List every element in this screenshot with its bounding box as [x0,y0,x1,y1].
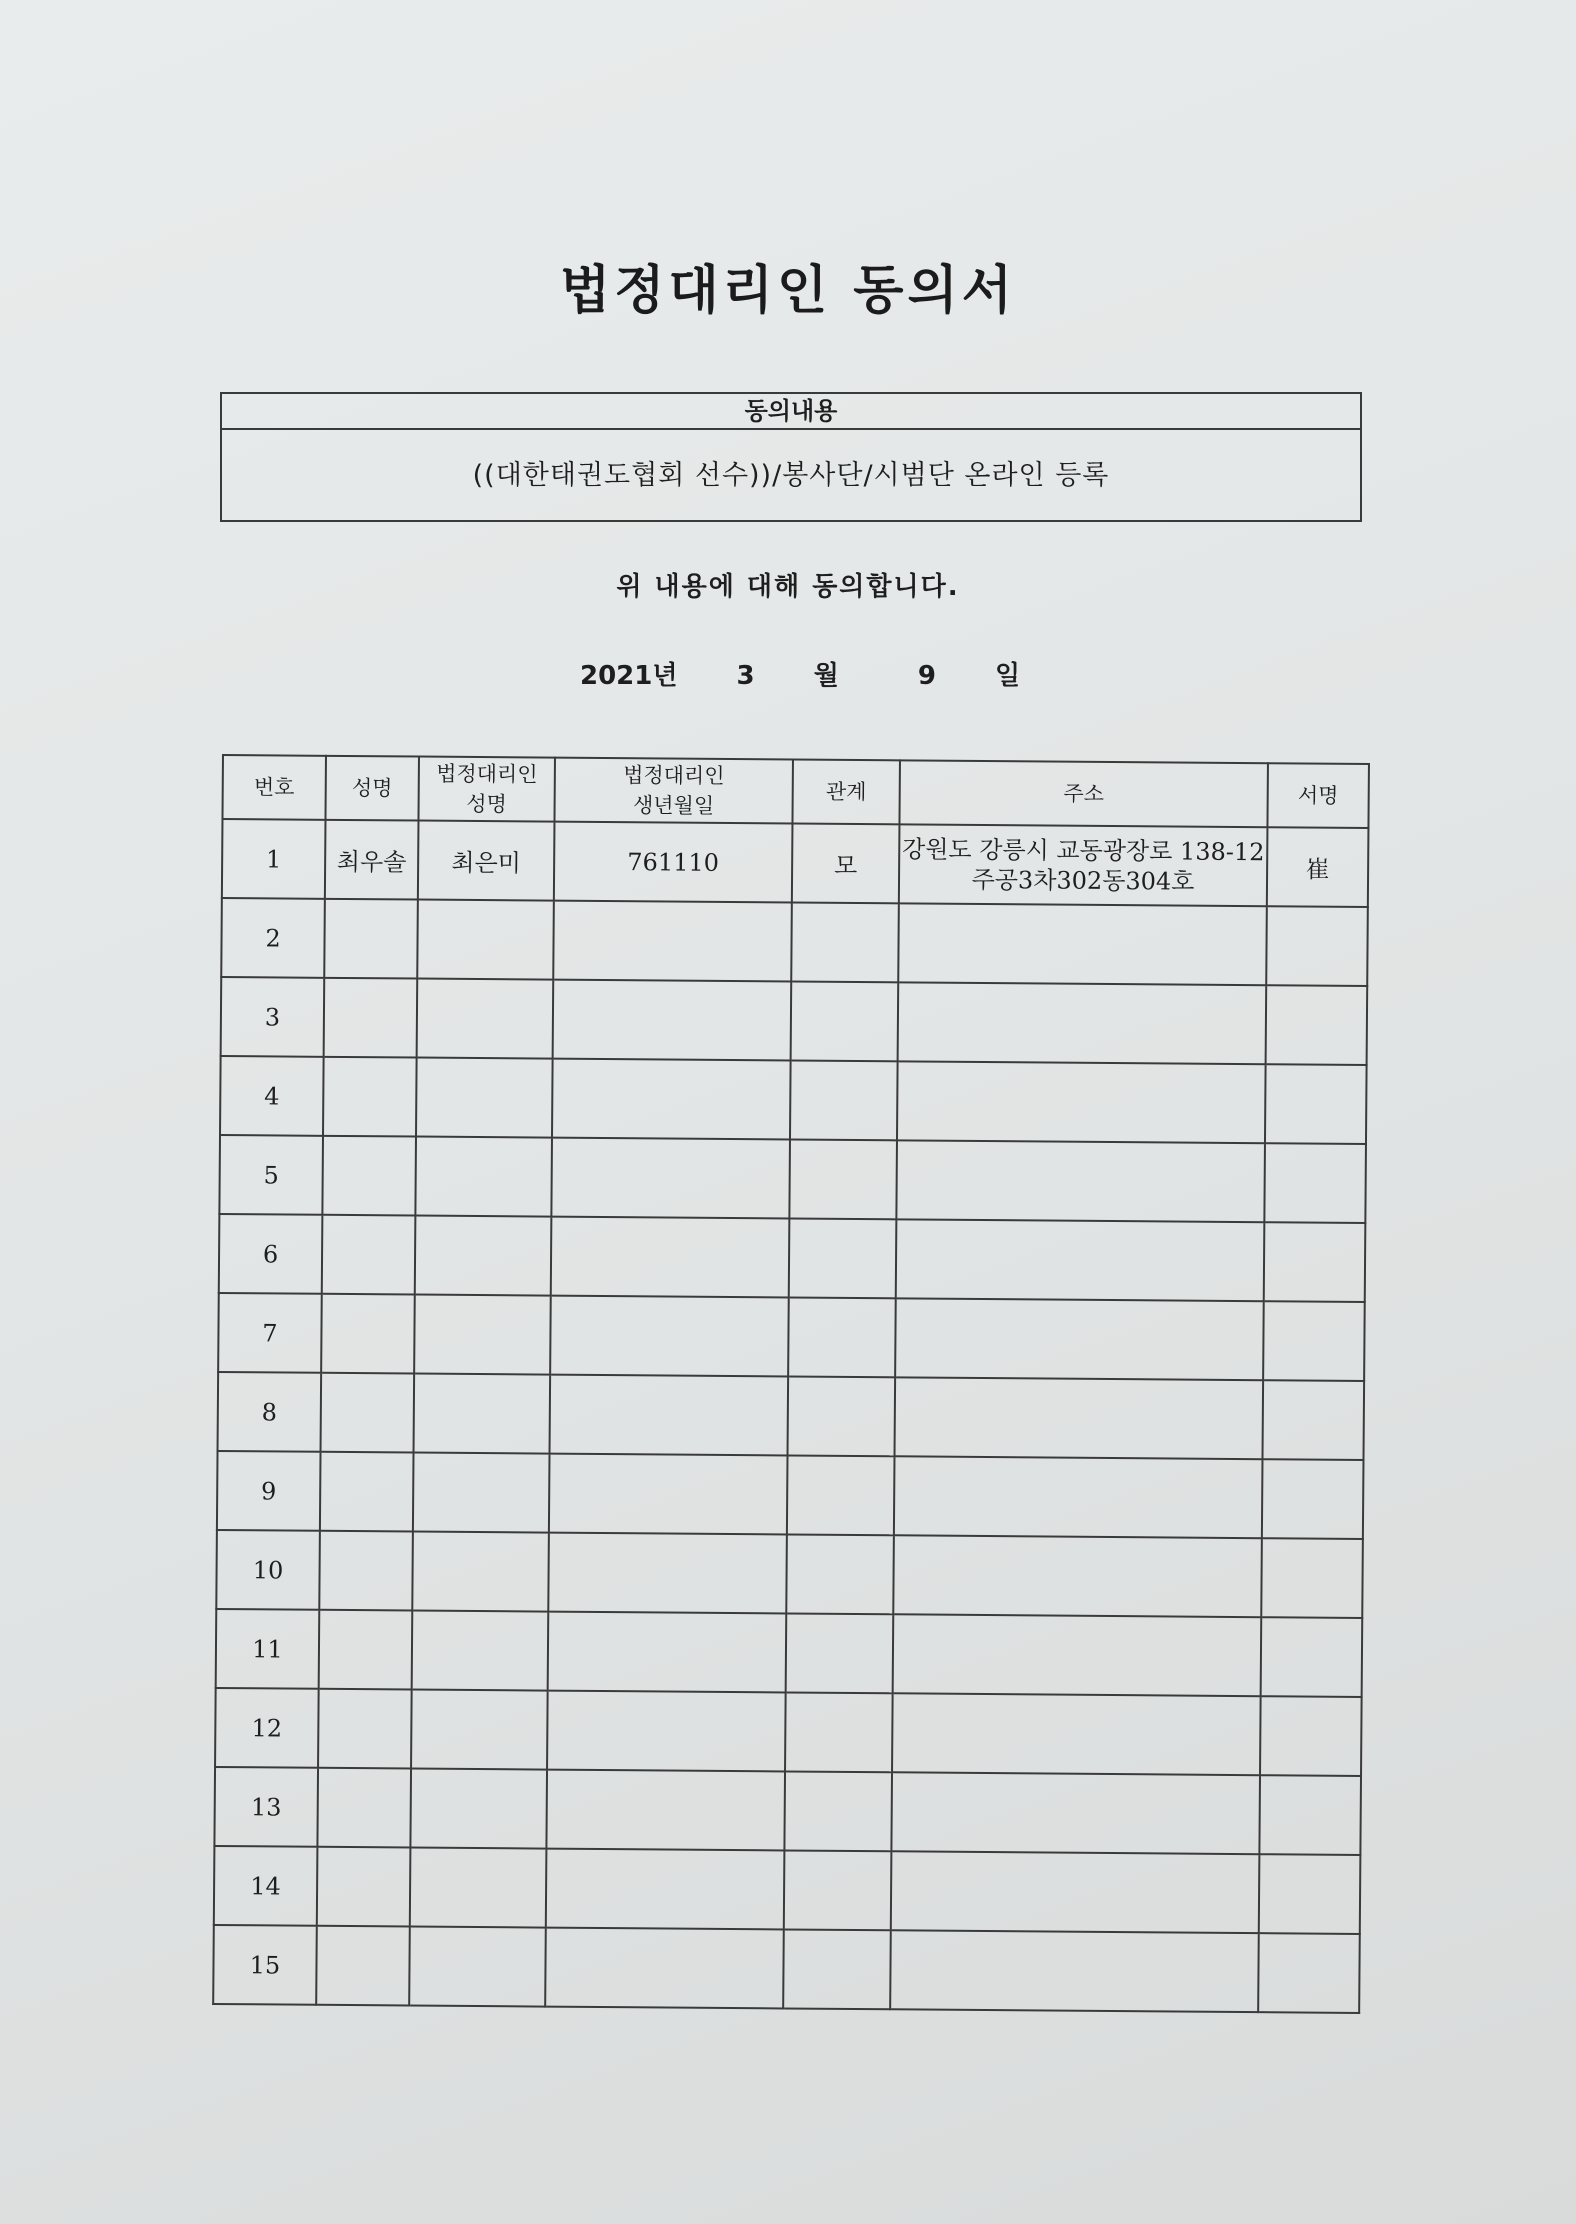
row-relation [786,1613,894,1693]
row-relation [788,1376,896,1456]
row-address [891,1772,1260,1854]
table-header-row [222,755,1368,828]
row-relation [791,981,899,1061]
table-row [214,1846,1361,1934]
row-address [896,1219,1265,1301]
row-guardian-name [414,1374,551,1454]
row-guardian-name [411,1690,548,1770]
row-signature [1261,1538,1363,1618]
header-guardian-birth-line1: 법정대리인 [623,763,725,788]
row-guardian-birth [552,1059,791,1140]
consent-content-box [220,392,1362,522]
row-address [892,1693,1261,1775]
row-signature [1266,985,1368,1065]
header-guardian-birth-line2: 생년월일 [632,793,715,818]
row-guardian-birth [548,1533,787,1614]
table-row [221,977,1368,1065]
row-relation [788,1297,896,1377]
date-line [580,655,1020,692]
row-guardian-name [417,900,554,980]
row-relation [783,1929,891,2009]
page-title: 법정대리인 동의서 [560,261,1016,321]
row-no: 2 [221,898,325,978]
row-guardian-birth [550,1375,789,1456]
row-guardian-name [417,979,554,1059]
row-name [324,978,418,1058]
row-signature [1265,1064,1367,1144]
table-row [218,1372,1365,1460]
row-address [899,824,1268,906]
row-no: 7 [218,1293,322,1373]
row-signature [1264,1222,1366,1302]
row-no: 8 [218,1372,322,1452]
table-row [218,1293,1365,1381]
row-signature: 崔 [1267,827,1369,907]
header-address: 주소 [899,760,1267,827]
row-no: 5 [219,1135,323,1215]
table-row [219,1214,1366,1302]
row-address [898,903,1267,985]
table-row [219,1135,1366,1223]
row-no: 13 [214,1767,318,1847]
row-signature [1261,1617,1363,1697]
row-no: 1 [222,819,326,899]
row-guardian-name: 최은미 [418,821,555,901]
row-relation: 모 [792,823,900,903]
row-guardian-birth [546,1770,785,1851]
row-address [895,1298,1264,1380]
row-no: 14 [214,1846,318,1926]
row-address [891,1851,1260,1933]
row-address [894,1456,1263,1538]
header-signature: 서명 [1267,763,1368,828]
row-name [323,1057,417,1137]
row-signature [1258,1933,1360,2013]
table-row [216,1530,1363,1618]
row-guardian-birth [551,1138,790,1219]
table-row [215,1688,1362,1776]
row-signature [1264,1143,1366,1223]
row-guardian-birth [551,1217,790,1298]
row-address-line2: 주공3차302동304호 [971,865,1195,896]
row-no: 9 [217,1451,321,1531]
guardian-roster-table [212,754,1370,2014]
row-address [896,1140,1265,1222]
row-no: 15 [213,1925,317,2005]
row-name [322,1136,416,1216]
row-relation [786,1534,894,1614]
row-no: 4 [220,1056,324,1136]
row-guardian-birth [553,901,792,982]
row-name [317,1768,411,1848]
row-guardian-name [410,1848,547,1928]
row-name [319,1531,413,1611]
table-row [217,1451,1364,1539]
row-relation [784,1771,892,1851]
date-month: 3 [736,661,755,691]
row-signature [1259,1775,1361,1855]
row-guardian-name [415,1216,552,1296]
header-name: 성명 [325,756,418,821]
row-guardian-birth [548,1612,787,1693]
row-name [317,1847,411,1927]
row-address [895,1377,1264,1459]
table-row [222,819,1369,907]
row-guardian-birth [553,980,792,1061]
row-name [319,1610,413,1690]
row-signature [1259,1854,1361,1934]
header-no: 번호 [222,755,325,820]
row-signature [1263,1301,1365,1381]
row-guardian-name [409,1927,546,2007]
row-guardian-birth [549,1454,788,1535]
row-address [893,1535,1262,1617]
row-guardian-name [414,1295,551,1375]
table-row [214,1767,1361,1855]
consent-header: 동의내용 [222,394,1360,430]
row-guardian-birth [546,1849,785,1930]
row-guardian-name [410,1769,547,1849]
row-name [316,1926,410,2006]
row-relation [784,1850,892,1930]
row-signature [1262,1380,1364,1460]
header-relation: 관계 [792,759,899,824]
header-guardian-name-line1: 법정대리인 [436,761,538,787]
row-signature [1260,1696,1362,1776]
row-relation [791,902,899,982]
row-guardian-name [415,1137,552,1217]
table-row [220,1056,1367,1144]
row-guardian-birth: 761110 [554,822,793,903]
row-no: 12 [215,1688,319,1768]
row-guardian-name [412,1532,549,1612]
row-guardian-birth [547,1691,786,1772]
row-no: 11 [216,1609,320,1689]
agreement-statement: 위 내용에 대해 동의합니다. [616,572,960,602]
table-row [213,1925,1360,2013]
row-guardian-birth [545,1928,784,2009]
row-name [321,1373,415,1453]
header-guardian-birth [554,758,792,824]
date-day-unit: 일 [995,661,1021,691]
row-guardian-birth [550,1296,789,1377]
row-address [890,1930,1259,2012]
consent-body: ((대한태권도협회 선수))/봉사단/시범단 온라인 등록 [472,460,1110,491]
row-relation [787,1455,895,1535]
row-name [318,1689,412,1769]
row-name [321,1294,415,1374]
row-address [893,1614,1262,1696]
row-signature [1266,906,1368,986]
row-address [898,982,1267,1064]
row-relation [785,1692,893,1772]
row-name [322,1215,416,1295]
row-no: 6 [219,1214,323,1294]
date-day: 9 [917,661,936,691]
row-relation [790,1060,898,1140]
row-guardian-name [413,1453,550,1533]
row-relation [789,1218,897,1298]
row-no: 3 [221,977,325,1057]
row-name [320,1452,414,1532]
header-guardian-name [418,757,554,822]
row-name [324,899,418,979]
row-guardian-name [412,1611,549,1691]
table-row [216,1609,1363,1697]
row-address-line1: 강원도 강릉시 교동광장로 138-12 [901,834,1265,866]
row-no: 10 [216,1530,320,1610]
row-name: 최우솔 [325,820,419,900]
row-signature [1262,1459,1364,1539]
row-relation [789,1139,897,1219]
date-month-unit: 월 [813,661,839,691]
table-row [221,898,1368,986]
date-year: 2021년 [580,661,678,691]
header-guardian-name-line2: 성명 [466,791,507,817]
row-guardian-name [416,1058,553,1138]
row-address [897,1061,1266,1143]
